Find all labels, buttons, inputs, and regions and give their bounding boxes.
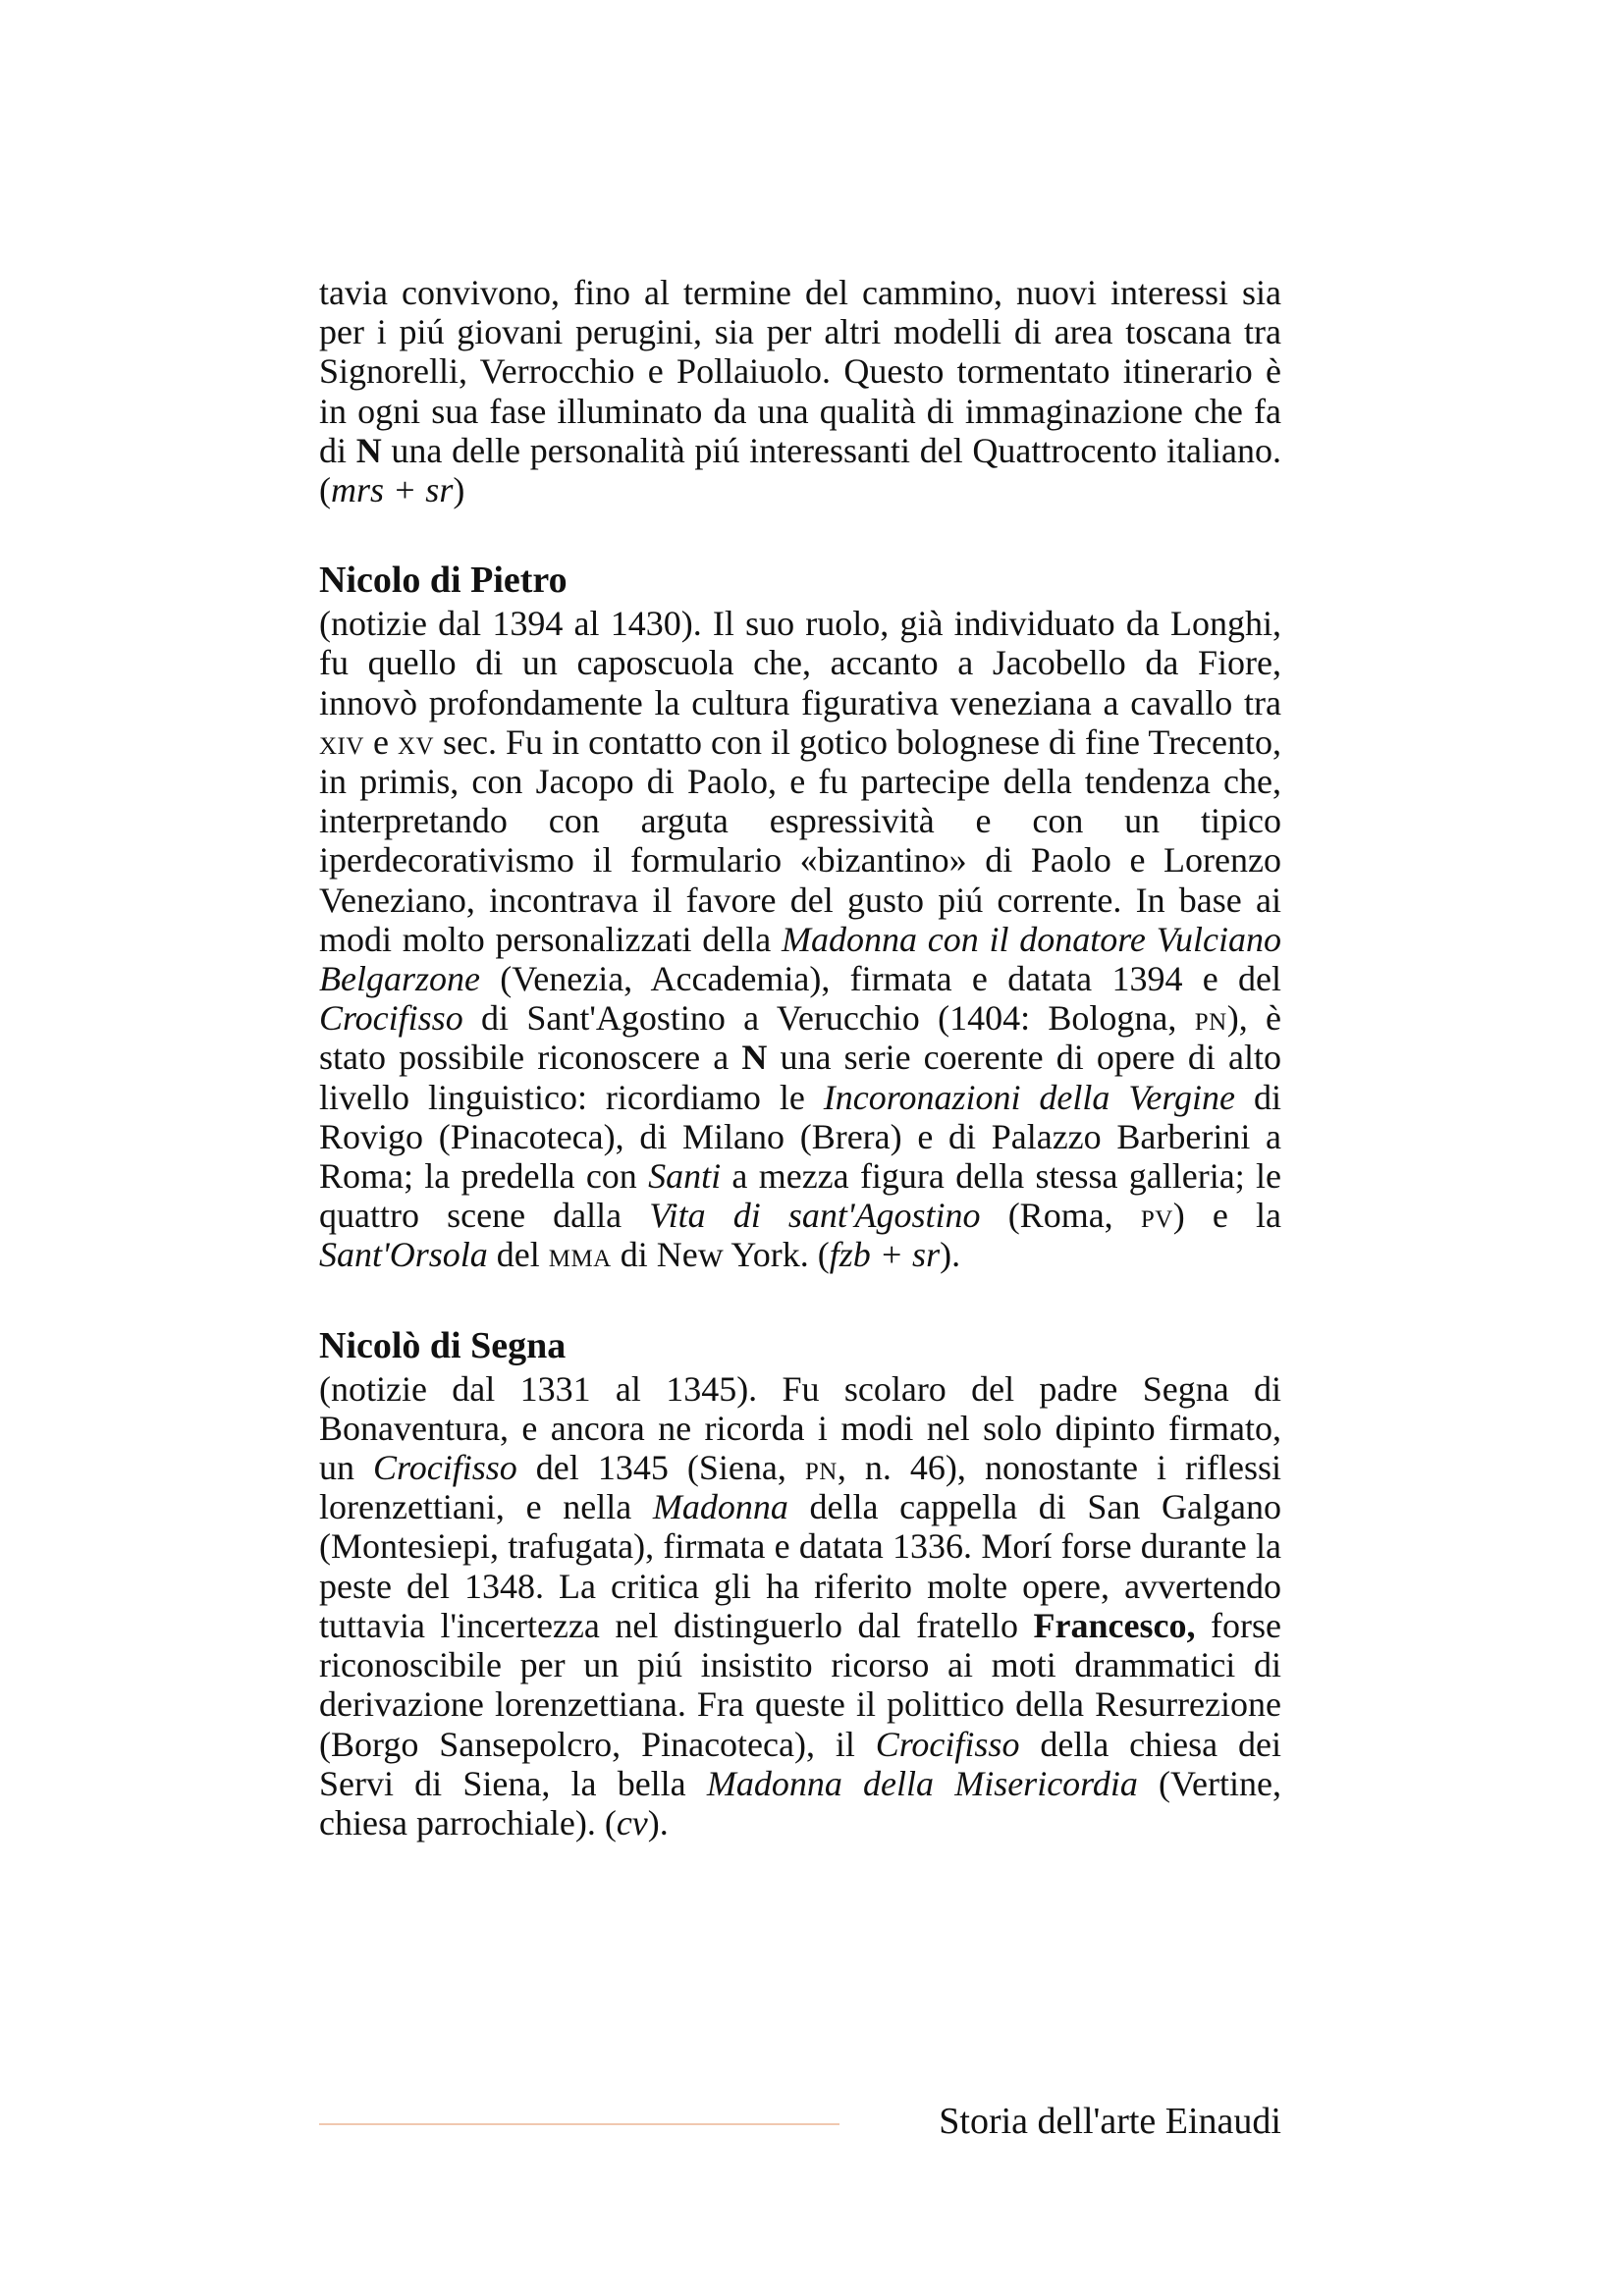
museum-abbrev: mma	[548, 1235, 612, 1275]
artwork-title: Vita di sant'Agostino	[649, 1196, 981, 1236]
footer-rule	[319, 2123, 839, 2125]
footer-title: Storia dell'arte Einaudi	[939, 2101, 1281, 2142]
text-run: , n. 46), nonostante i riflessi lorenzettiani, e nella	[319, 1448, 1281, 1527]
artwork-title: Santi	[648, 1156, 722, 1197]
artwork-title: Madonna	[652, 1487, 788, 1527]
page-footer	[319, 2099, 1281, 2144]
museum-abbrev: pv	[1140, 1196, 1173, 1236]
text-run: di Sant'Agostino a Verucchio (1404: Bologna,	[462, 998, 1195, 1039]
entry-paragraph-nicolo-di-segna	[319, 1369, 1281, 1842]
artwork-title: Madonna con il donatore Vulciano Belgarzone	[319, 919, 1281, 999]
text-run: una serie coerente di opere di alto livello linguistico: ricordiamo le	[319, 1038, 1281, 1117]
text-run: forse riconoscibile per un piú insistito ricorso ai moti drammatici di derivazione lorenzettiana. Fra queste il polittico della Resurrezione (Borgo Sansepolcro, Pinacoteca), il	[319, 1605, 1282, 1764]
text-run: tavia convivono, fino al termine del cammino, nuovi interessi sia per i piú giovani perugini, sia per altri modelli di area toscana tra Signorelli, Verrocchio e Pollaiuolo. Questo tormentato itinerario è in ogni sua fase illuminato da una qualità di immaginazione che fa di	[319, 273, 1281, 470]
text-run: ), è stato possibile riconoscere a	[319, 998, 1281, 1078]
artwork-title: Sant'Orsola	[319, 1235, 488, 1275]
name-abbrev: N	[355, 430, 382, 470]
cross-reference-name: Francesco,	[1033, 1605, 1196, 1645]
text-run: ) e la	[1172, 1196, 1281, 1236]
text-run: della chiesa dei Servi di Siena, la bella	[319, 1724, 1281, 1803]
text-run: del	[487, 1235, 549, 1275]
text-run: ).	[647, 1802, 669, 1842]
century-numeral: xiv	[319, 721, 364, 762]
artwork-title: Crocifisso	[373, 1448, 517, 1488]
text-run: sec. Fu in contatto con il gotico bolognese di fine Trecento, in primis, con Jacopo di Paolo, e fu partecipe della tendenza che, interpretando con arguta espressività e con un tipico iperdecorativismo il formulario «bizantino» di Paolo e Lorenzo Veneziano, incontrava il favore del gusto piú corrente. In base ai modi molto personalizzati della	[319, 721, 1281, 959]
artwork-title: Crocifisso	[319, 998, 463, 1039]
text-run: (Venezia, Accademia), firmata e datata 1394 e del	[479, 959, 1281, 999]
name-abbrev: N	[741, 1038, 768, 1078]
text-run: (notizie dal 1394 al 1430). Il suo ruolo, già individuato da Longhi, fu quello di un caposcuola che, accanto a Jacobello da Fiore, innovò profondamente la cultura figurativa veneziana a cavallo tra	[319, 604, 1281, 722]
text-run: ).	[940, 1235, 961, 1275]
text-run: (Vertine, chiesa parrochiale). (	[319, 1763, 1281, 1842]
text-run: )	[453, 470, 465, 510]
text-run: (Roma,	[980, 1196, 1141, 1236]
century-numeral: xv	[397, 721, 435, 762]
museum-abbrev: pn	[1194, 998, 1227, 1039]
author-signature: cv	[616, 1802, 648, 1842]
text-run: di New York. (	[611, 1235, 830, 1275]
intro-paragraph	[319, 273, 1281, 509]
page-body	[319, 273, 1281, 1842]
author-signature: mrs + sr	[331, 470, 454, 510]
artwork-title: Madonna della Misericordia	[706, 1763, 1138, 1803]
artwork-title: Crocifisso	[875, 1724, 1020, 1764]
entry-heading-nicolo-di-pietro: Nicolo di Pietro	[319, 560, 568, 602]
author-signature: fzb + sr	[829, 1235, 941, 1275]
text-run: del 1345 (Siena,	[516, 1448, 805, 1488]
text-run: di Rovigo (Pinacoteca), di Milano (Brera) e di Palazzo Barberini a Roma; la predella con	[319, 1077, 1281, 1197]
text-run: e	[363, 721, 398, 762]
text-run: a mezza figura della stessa galleria; le quattro scene dalla	[319, 1156, 1281, 1236]
text-run: (notizie dal 1331 al 1345). Fu scolaro del padre Segna di Bonaventura, e ancora ne ricorda i modi nel solo dipinto firmato, un	[319, 1368, 1281, 1488]
text-run: della cappella di San Galgano (Montesiepi, trafugata), firmata e datata 1336. Morí forse durante la peste del 1348. La critica gli ha riferito molte opere, avvertendo tuttavia l'incertezza nel distinguerlo dal fratello	[319, 1487, 1281, 1645]
entry-paragraph-nicolo-di-pietro	[319, 604, 1281, 1274]
museum-abbrev: pn	[804, 1448, 838, 1488]
entry-heading-nicolo-di-segna: Nicolò di Segna	[319, 1324, 567, 1366]
artwork-title: Incoronazioni della Vergine	[823, 1077, 1236, 1117]
text-run: una delle personalità piú interessanti del Quattrocento italiano. (	[319, 430, 1281, 510]
